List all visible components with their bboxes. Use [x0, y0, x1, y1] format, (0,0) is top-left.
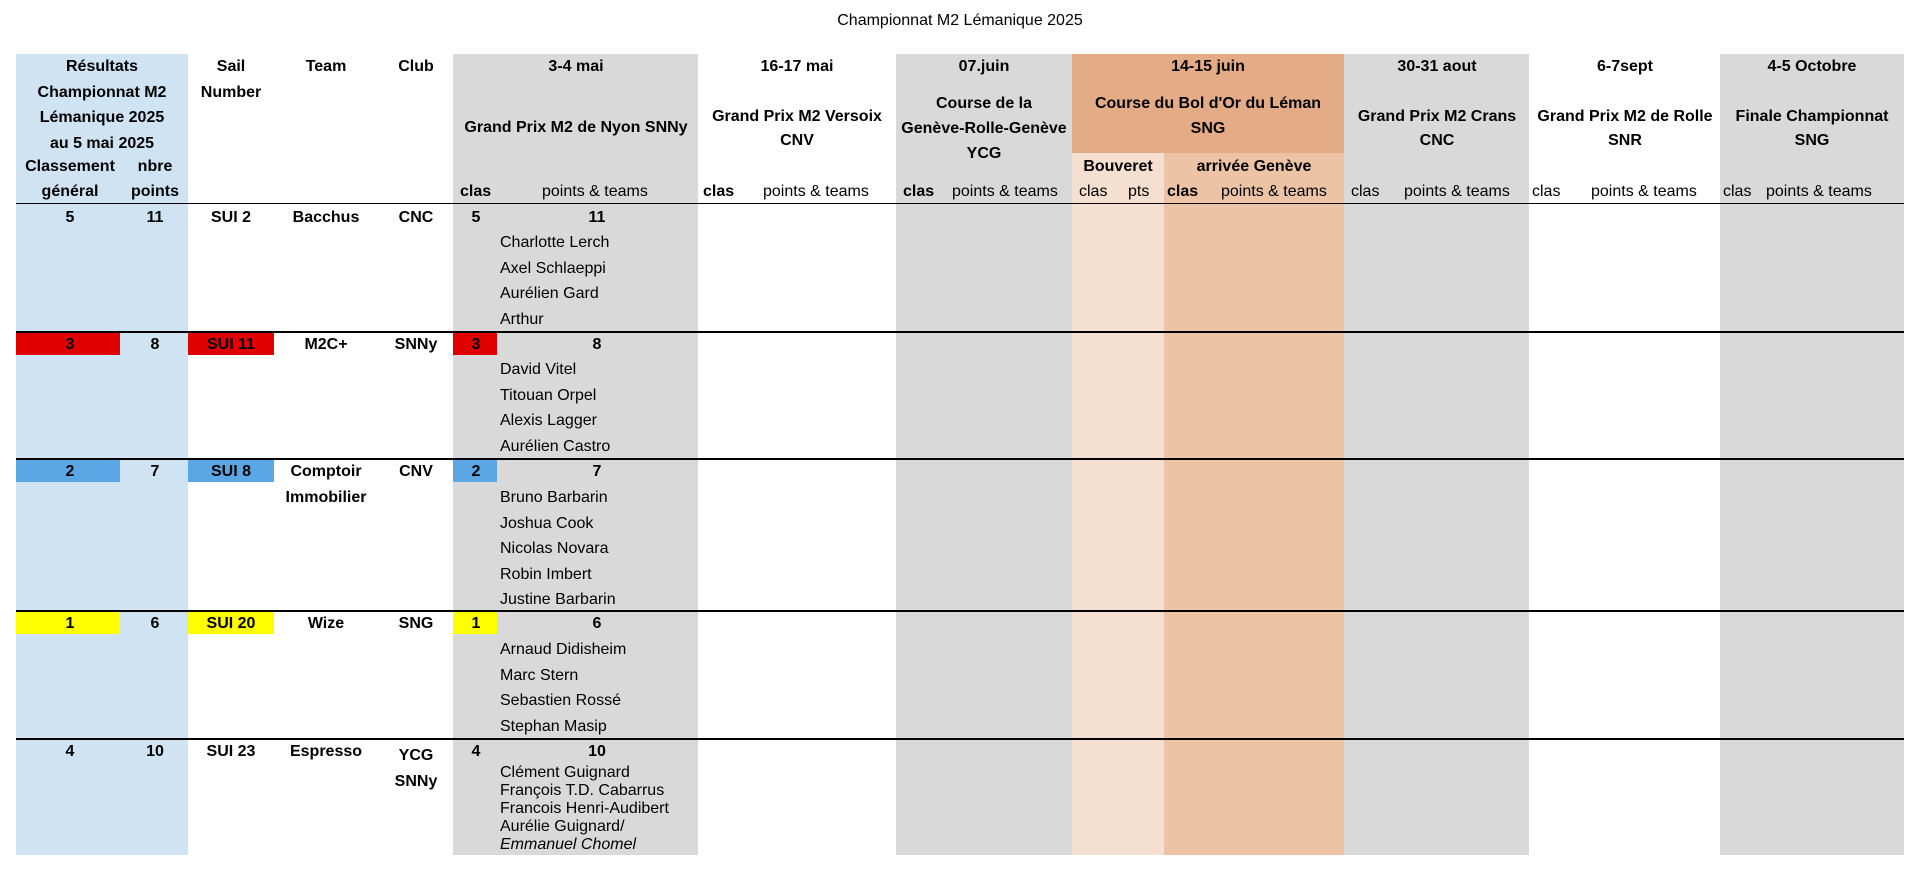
- row5-team: Espresso: [289, 743, 363, 760]
- member: Aurélien Gard: [500, 285, 599, 302]
- row4-event-points: 6: [592, 615, 602, 632]
- event1-points-header: points & teams: [542, 183, 648, 200]
- member: Titouan Orpel: [500, 386, 597, 404]
- member: Francois Henri-Audibert: [500, 800, 669, 817]
- event3-name-line3: YCG: [966, 145, 1002, 162]
- results-title-line1: Résultats: [65, 58, 139, 75]
- event6-name-line2: SNR: [1608, 132, 1642, 149]
- row3-club: CNV: [399, 463, 433, 480]
- member-italic: Emmanuel Chomel: [500, 836, 637, 853]
- event4-date: 14-15 juin: [1171, 58, 1245, 75]
- member: Justine Barbarin: [500, 591, 616, 608]
- row3-rank: 2: [65, 463, 75, 480]
- row4-points: 6: [150, 615, 160, 632]
- row2-sail: SUI 11: [206, 336, 256, 353]
- member: Charlotte Lerch: [500, 234, 610, 251]
- row5-club-line2: SNNy: [394, 773, 438, 790]
- event3-column-bg: [896, 54, 1072, 855]
- row3-sail: SUI 8: [210, 463, 252, 480]
- event4-sub-bouveret: Bouveret: [1083, 158, 1153, 175]
- row1-rank: 5: [65, 209, 75, 226]
- event4-points-header: points & teams: [1221, 183, 1327, 200]
- row-separator: [16, 458, 1904, 460]
- event2-date: 16-17 mai: [760, 58, 834, 75]
- page-title: Championnat M2 Lémanique 2025: [837, 12, 1083, 29]
- row2-members: [500, 357, 610, 459]
- header-divider: [16, 203, 1904, 204]
- row3-team-line2: Immobilier: [285, 489, 367, 506]
- event7-date: 4-5 Octobre: [1767, 58, 1857, 75]
- row4-event-clas: 1: [471, 615, 481, 632]
- event4-geneve-bg: [1164, 153, 1344, 855]
- row1-event-points: 11: [588, 209, 606, 226]
- event7-name-line2: SNG: [1794, 132, 1830, 149]
- row2-club: SNNy: [394, 336, 438, 353]
- event2-points-header: points & teams: [763, 183, 869, 200]
- member: Nicolas Novara: [500, 540, 609, 557]
- classement-header-line1: Classement: [25, 158, 115, 175]
- event4-name-line1: Course du Bol d'Or du Léman: [1094, 95, 1322, 112]
- member: Clément Guignard: [500, 764, 630, 781]
- results-title-line2: Championnat M2: [37, 84, 167, 101]
- row3-members: [500, 485, 616, 613]
- row-separator: [16, 610, 1904, 612]
- event1-date: 3-4 mai: [548, 58, 604, 75]
- member: Arthur: [500, 310, 544, 328]
- row1-points: 11: [146, 209, 164, 226]
- event2-name-line2: CNV: [780, 132, 814, 149]
- club-header: Club: [398, 58, 434, 75]
- event7-points-header: points & teams: [1766, 183, 1872, 200]
- event7-name-line1: Finale Championnat: [1735, 108, 1889, 125]
- event3-name-line1: Course de la: [935, 95, 1033, 112]
- event7-clas-header: clas: [1723, 183, 1752, 200]
- row2-event-points: 8: [592, 336, 602, 353]
- row3-event-clas: 2: [471, 463, 481, 480]
- row4-rank: 1: [65, 615, 75, 632]
- event1-name: Grand Prix M2 de Nyon SNNy: [464, 119, 688, 136]
- member: Axel Schlaeppi: [500, 259, 606, 277]
- member: Sebastien Rossé: [500, 692, 621, 709]
- row4-members: [500, 637, 626, 739]
- member: François T.D. Cabarrus: [500, 782, 665, 799]
- member: Bruno Barbarin: [500, 489, 608, 506]
- event3-date: 07.juin: [958, 58, 1010, 75]
- event6-clas-header: clas: [1532, 183, 1561, 200]
- row3-event-points: 7: [592, 463, 602, 480]
- row5-club-line1: YCG: [398, 747, 434, 764]
- row4-team: Wize: [307, 615, 345, 632]
- event3-clas-header: clas: [903, 183, 935, 200]
- event6-date: 6-7sept: [1596, 58, 1654, 75]
- event4-clas1-header: clas: [1079, 183, 1108, 200]
- row-separator: [16, 738, 1904, 740]
- row5-sail: SUI 23: [206, 743, 256, 760]
- row2-points: 8: [150, 336, 160, 353]
- member: Arnaud Didisheim: [500, 641, 627, 658]
- sail-header-line2: Number: [200, 84, 262, 101]
- event7-column-bg: [1720, 54, 1904, 855]
- event3-points-header: points & teams: [952, 183, 1058, 200]
- event4-pts-header: pts: [1128, 183, 1150, 200]
- row5-event-clas: 4: [471, 743, 481, 760]
- member: Alexis Lagger: [500, 412, 597, 429]
- member: David Vitel: [500, 361, 577, 378]
- member: Aurélien Castro: [500, 437, 611, 455]
- event4-bouveret-bg: [1072, 153, 1164, 855]
- row-separator: [16, 331, 1904, 333]
- row1-members: [500, 230, 609, 332]
- event4-name-line2: SNG: [1190, 120, 1226, 137]
- row4-club: SNG: [398, 615, 434, 632]
- row5-members: [500, 764, 669, 854]
- row4-sail: SUI 20: [206, 615, 256, 632]
- sail-header-line1: Sail: [216, 58, 246, 75]
- row3-points: 7: [150, 463, 160, 480]
- row1-event-clas: 5: [471, 209, 481, 226]
- results-title-line3: Lémanique 2025: [39, 109, 165, 126]
- event4-sub-geneve: arrivée Genève: [1196, 158, 1312, 175]
- points-header-line2: points: [131, 183, 179, 200]
- row1-sail: SUI 2: [210, 209, 252, 226]
- event5-column-bg: [1344, 54, 1529, 855]
- event5-date: 30-31 aout: [1397, 58, 1477, 75]
- member: Joshua Cook: [500, 514, 594, 532]
- event4-clas2-header: clas: [1167, 183, 1199, 200]
- row5-points: 10: [146, 743, 164, 760]
- results-title-line4: au 5 mai 2025: [49, 135, 155, 152]
- row1-club: CNC: [398, 209, 434, 226]
- event5-name-line2: CNC: [1419, 132, 1455, 149]
- points-header-line1: nbre: [137, 158, 173, 175]
- event6-name-line1: Grand Prix M2 de Rolle: [1537, 108, 1713, 125]
- row2-event-clas: 3: [471, 336, 481, 353]
- event3-name-line2: Genève-Rolle-Genève: [901, 120, 1067, 137]
- row5-event-points: 10: [588, 743, 606, 760]
- event5-points-header: points & teams: [1404, 183, 1510, 200]
- event2-name-line1: Grand Prix M2 Versoix: [712, 108, 882, 125]
- event5-clas-header: clas: [1351, 183, 1380, 200]
- member: Robin Imbert: [500, 565, 592, 583]
- event1-clas-header: clas: [460, 183, 492, 200]
- row5-rank: 4: [65, 743, 75, 760]
- row1-team: Bacchus: [292, 209, 360, 226]
- member: Aurélie Guignard/: [500, 818, 625, 835]
- row2-team: M2C+: [304, 336, 348, 353]
- classement-header-line2: général: [41, 183, 99, 200]
- team-header: Team: [305, 58, 347, 75]
- member: Stephan Masip: [500, 717, 607, 735]
- row2-rank: 3: [65, 336, 75, 353]
- member: [500, 836, 669, 854]
- event5-name-line1: Grand Prix M2 Crans: [1357, 108, 1517, 125]
- event6-points-header: points & teams: [1591, 183, 1697, 200]
- member: Marc Stern: [500, 666, 579, 684]
- row3-team-line1: Comptoir: [290, 463, 362, 480]
- event2-clas-header: clas: [703, 183, 735, 200]
